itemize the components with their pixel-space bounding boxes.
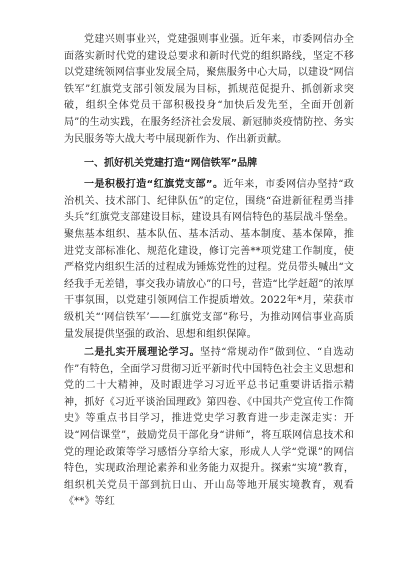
item-2-paragraph bbox=[64, 345, 354, 511]
document-page bbox=[64, 32, 354, 511]
item-1-lead: 一是积极打造“红旗党支部”。 bbox=[84, 179, 224, 191]
item-1-text: 近年来，市委网信办坚持“政治机关、技术部门、纪律队伍”的定位，围绕“奋进新征程勇当排头兵”红旗党支部建设目标，建设具有网信特色的基层战斗堡垒。聚焦基本组织、基本队伍、基本活动、基本制度、基本保障，推进党支部标准化、规范化建设，修订完善**项党建工作制度，使严格党内组织生活的过程成为锤炼党性的过程。党员带头喊出“文经我手无差错，事交我办请放心”的口号，营造“比学赶超”的浓厚干事氛围，以党建引领网信工作提质增效。2022年*月，荣获市级机关“‘网信铁军’——红旗党支部”称号，为推动网信事业高质量发展提供坚强的政治、思想和组织保障。 bbox=[64, 179, 355, 340]
section-heading: 一、抓好机关党建打造“网信铁军”品牌 bbox=[84, 158, 258, 170]
intro-paragraph: 党建兴则事业兴，党建强则事业强。近年来，市委网信办全面落实新时代党的建设总要求和新时代党的组织路线，坚定不移以党建统领网信事业发展全局，聚焦服务中心大局，以建设“网信铁军”红旗党支部引领发展为目标，抓规范促提升、抓创新求突破，组织全体党员干部积极投身“加快后发先至，全面开创新局”的生动实践，在服务经济社会发展、新冠肺炎疫情防控、务实为民服务等大战大考中展现新作为、作出新贡献。 bbox=[64, 34, 354, 145]
item-2-lead: 二是扎实开展理论学习。 bbox=[84, 347, 201, 359]
item-2-text: 坚持“常规动作”做到位、“自选动作”有特色，全面学习贯彻习近平新时代中国特色社会主义思想和党的二十大精神，及时跟进学习习近平总书记重要讲话指示精神，抓好《习近平谈治国理政》第四卷、《中国共产党宣传工作简史》等重点书目学习，推进党史学习教育进一步走深走实：开设“网信课堂”，鼓励党员干部化身“讲师”，将互联网信息技术和党的理论政策等学习感悟分享给大家，形成人人学“党课”的网信特色，实现政治理论素养和业务能力双提升。探索“实境”教育，组织机关党员干部到抗日山、开山岛等地开展实境教育，观看《**》等红 bbox=[64, 347, 354, 508]
item-1-paragraph bbox=[64, 177, 354, 343]
